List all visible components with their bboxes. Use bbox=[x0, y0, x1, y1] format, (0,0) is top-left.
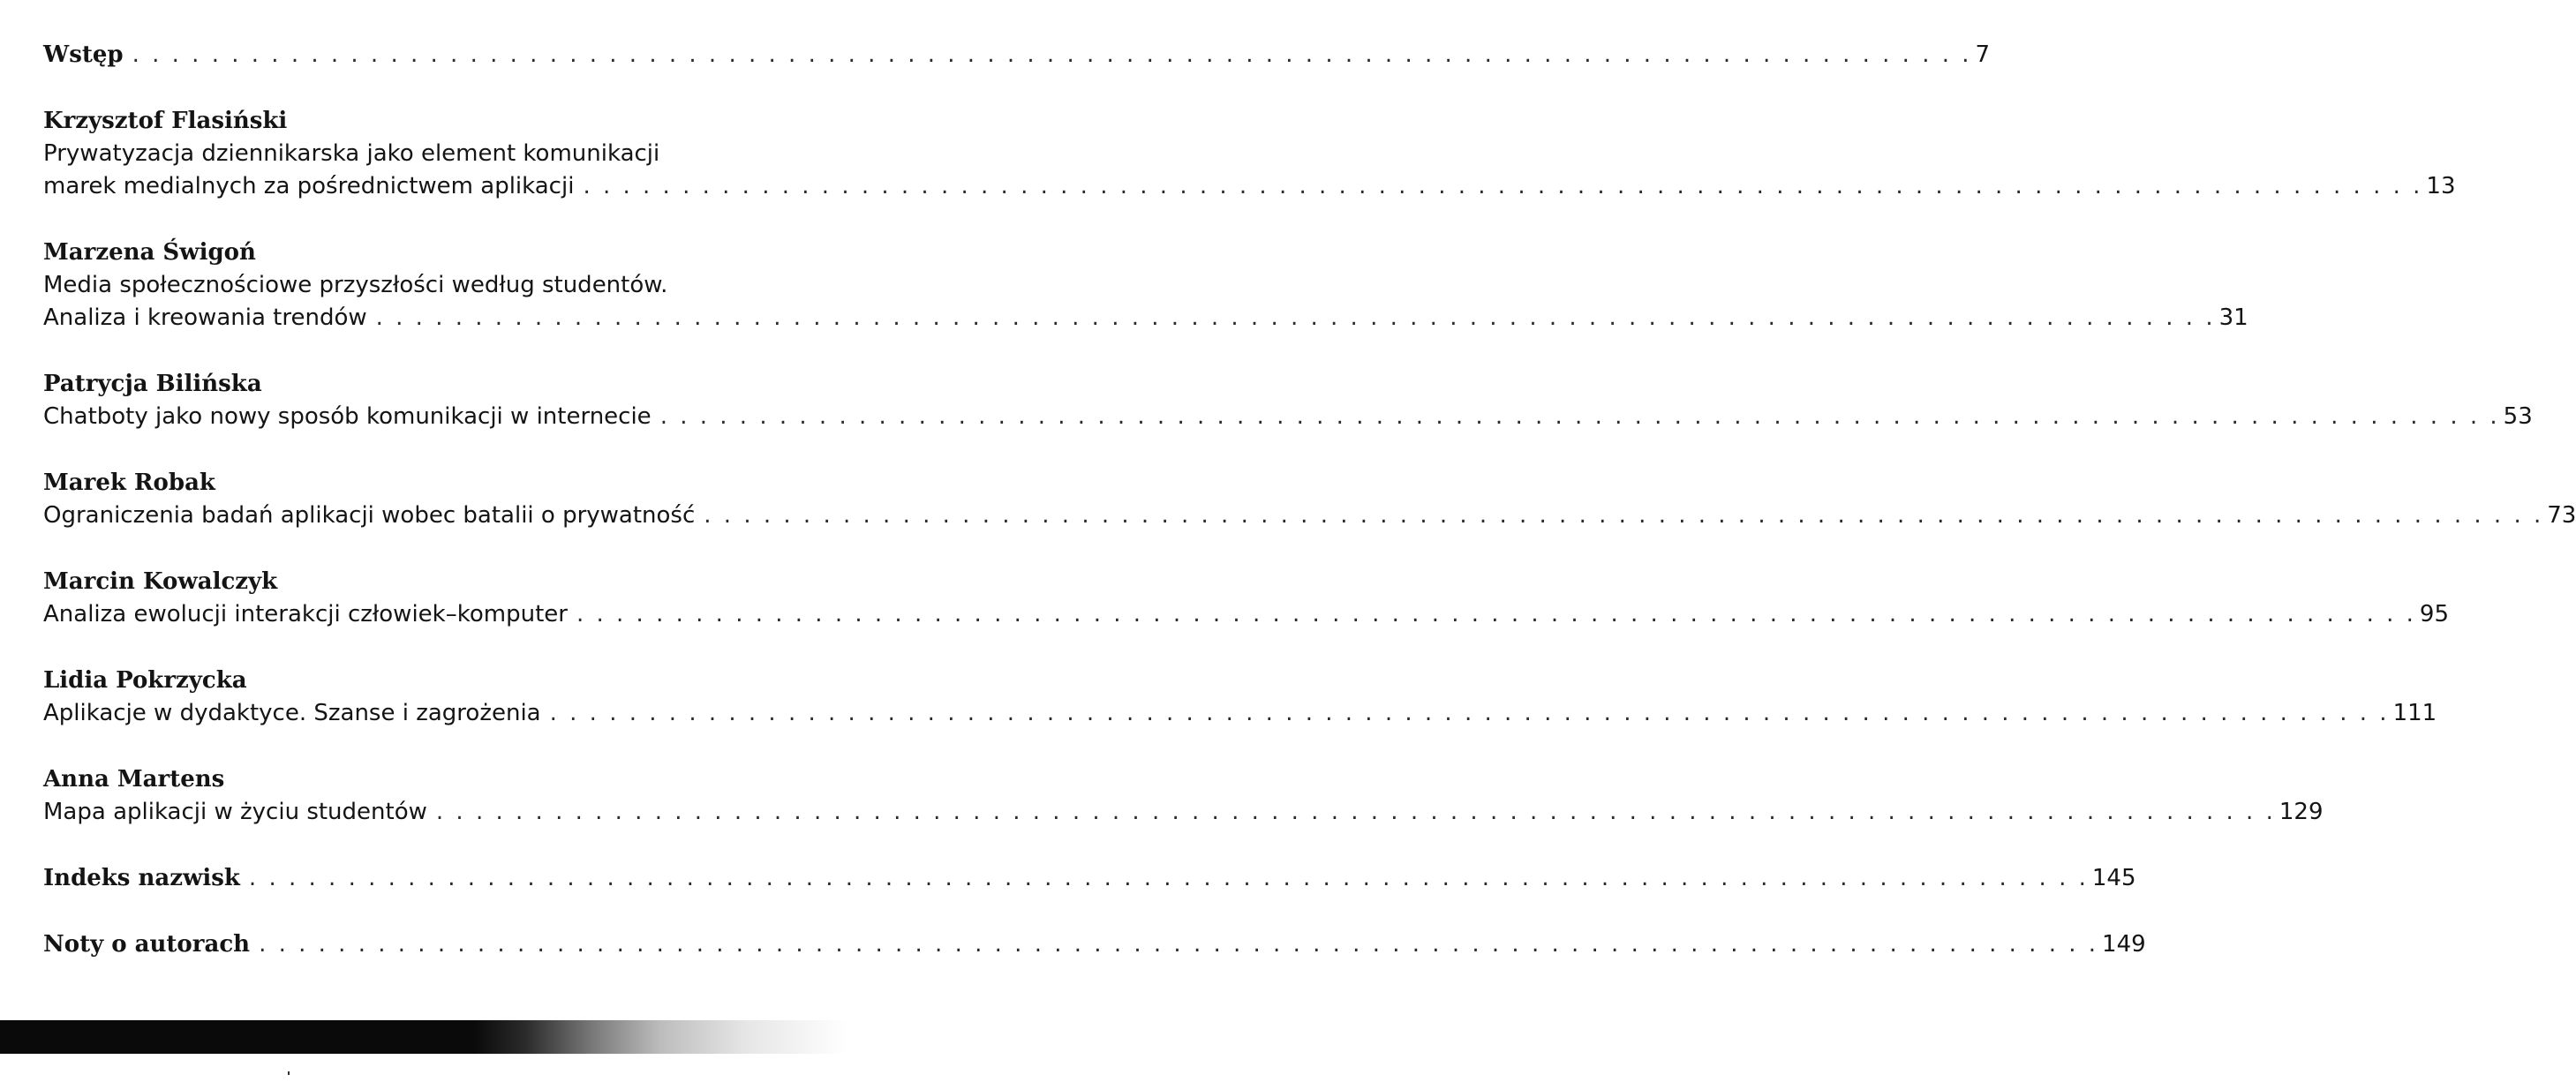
toc-index-page: 145 bbox=[2091, 865, 2136, 891]
toc-entry-page: 129 bbox=[2278, 799, 2324, 825]
toc-entry-author: Patrycja Bilińska bbox=[43, 371, 262, 397]
toc-entry-last-row bbox=[43, 697, 2437, 730]
toc-entry-page: 31 bbox=[2218, 304, 2248, 331]
toc-entry-author: Lidia Pokrzycka bbox=[43, 667, 247, 694]
toc-entry-author: Krzysztof Flasiński bbox=[43, 108, 288, 134]
toc-entry-last-row bbox=[43, 500, 2576, 532]
toc-entry-title-line: Chatboty jako nowy sposób komunikacji w internecie bbox=[43, 403, 652, 430]
toc-notes-title: Noty o autorach bbox=[43, 931, 251, 958]
decorative-footer-bar bbox=[0, 1020, 847, 1054]
toc-notes-row bbox=[43, 928, 2146, 961]
toc-entry-title-line: Prywatyzacja dziennikarska jako element komunikacji bbox=[43, 140, 660, 167]
dot-leader: . . . . . . . . . . . . . . . . . . . . . . . . . . . . . . . . . . . . . . . . . . . . . . . . . . . . . . . . . . . . . . . . . . . . . . . . . . . . . . . . . . . . . . . . . . . . . bbox=[576, 601, 2416, 627]
toc-entry-title-line: Analiza ewolucji interakcji człowiek–komputer bbox=[43, 601, 568, 627]
toc-intro-title: Wstęp bbox=[43, 41, 124, 68]
toc-index-row bbox=[43, 862, 2136, 895]
toc-entry-title-line: Mapa aplikacji w życiu studentów bbox=[43, 799, 427, 825]
toc-entry-page: 13 bbox=[2426, 173, 2456, 199]
dot-leader: . . . . . . . . . . . . . . . . . . . . . . . . . . . . . . . . . . . . . . . . . . . . . . . . . . . . . . . . . . . . . . . . . . . . . . . . . . . . . . . . . . . . . . . . . . . . . bbox=[659, 403, 2500, 430]
toc-entry bbox=[43, 237, 2248, 334]
toc-intro-page: 7 bbox=[1975, 41, 1991, 68]
toc-entry-last-row bbox=[43, 598, 2450, 631]
dot-leader: . . . . . . . . . . . . . . . . . . . . . . . . . . . . . . . . . . . . . . . . . . . . . . . . . . . . . . . . . . . . . . . . . . . . . . . . . . . . . . . . . . . . . . . . . . . . . bbox=[132, 41, 1972, 68]
dot-leader: . . . . . . . . . . . . . . . . . . . . . . . . . . . . . . . . . . . . . . . . . . . . . . . . . . . . . . . . . . . . . . . . . . . . . . . . . . . . . . . . . . . . . . . . . . . . . bbox=[435, 799, 2276, 825]
toc-entry bbox=[43, 105, 2456, 203]
toc-entry-author: Marzena Świgoń bbox=[43, 239, 256, 266]
dot-leader: . . . . . . . . . . . . . . . . . . . . . . . . . . . . . . . . . . . . . . . . . . . . . . . . . . . . . . . . . . . . . . . . . . . . . . . . . . . . . . . . . . . . . . . . . . . . . bbox=[375, 304, 2216, 331]
toc-entry bbox=[43, 368, 2533, 433]
scan-speck bbox=[288, 1071, 290, 1075]
dot-leader: . . . . . . . . . . . . . . . . . . . . . . . . . . . . . . . . . . . . . . . . . . . . . . . . . . . . . . . . . . . . . . . . . . . . . . . . . . . . . . . . . . . . . . . . . . . . . bbox=[704, 502, 2544, 529]
toc-entry-title-line: Analiza i kreowania trendów bbox=[43, 304, 367, 331]
toc-entry-author: Marcin Kowalczyk bbox=[43, 568, 278, 595]
toc-notes-page: 149 bbox=[2102, 931, 2146, 958]
toc-entry-author: Anna Martens bbox=[43, 766, 225, 793]
toc-index-title: Indeks nazwisk bbox=[43, 865, 240, 891]
toc-entry-title-line: marek medialnych za pośrednictwem aplikacji bbox=[43, 173, 575, 199]
toc-entry bbox=[43, 467, 2576, 532]
dot-leader: . . . . . . . . . . . . . . . . . . . . . . . . . . . . . . . . . . . . . . . . . . . . . . . . . . . . . . . . . . . . . . . . . . . . . . . . . . . . . . . . . . . . . . . . . . . . . bbox=[549, 700, 2390, 726]
toc-entry-last-row bbox=[43, 170, 2456, 203]
toc-entry-title-line: Aplikacje w dydaktyce. Szanse i zagrożenia bbox=[43, 700, 541, 726]
table-of-contents bbox=[43, 39, 2576, 961]
dot-leader: . . . . . . . . . . . . . . . . . . . . . . . . . . . . . . . . . . . . . . . . . . . . . . . . . . . . . . . . . . . . . . . . . . . . . . . . . . . . . . . . . . . . . . . . . . . . . bbox=[583, 173, 2423, 199]
toc-entry-page: 95 bbox=[2419, 601, 2450, 627]
toc-entry bbox=[43, 566, 2450, 631]
toc-entry-title-line: Ograniczenia badań aplikacji wobec batalii o prywatność bbox=[43, 502, 696, 529]
toc-entry-page: 73 bbox=[2547, 502, 2576, 529]
toc-entry-page: 111 bbox=[2392, 700, 2437, 726]
toc-entry bbox=[43, 763, 2324, 829]
toc-entry-last-row bbox=[43, 796, 2324, 829]
toc-entry-title-line: Media społecznościowe przyszłości według studentów. bbox=[43, 272, 668, 298]
toc-entry-author: Marek Robak bbox=[43, 470, 215, 496]
dot-leader: . . . . . . . . . . . . . . . . . . . . . . . . . . . . . . . . . . . . . . . . . . . . . . . . . . . . . . . . . . . . . . . . . . . . . . . . . . . . . . . . . . . . . . . . . . . . . bbox=[248, 865, 2089, 891]
toc-entry-page: 53 bbox=[2503, 403, 2533, 430]
toc-intro-row bbox=[43, 39, 1991, 71]
toc-entry-last-row bbox=[43, 401, 2533, 433]
toc-entry bbox=[43, 665, 2437, 730]
toc-entry-last-row bbox=[43, 302, 2248, 334]
dot-leader: . . . . . . . . . . . . . . . . . . . . . . . . . . . . . . . . . . . . . . . . . . . . . . . . . . . . . . . . . . . . . . . . . . . . . . . . . . . . . . . . . . . . . . . . . . . . . bbox=[259, 931, 2099, 958]
